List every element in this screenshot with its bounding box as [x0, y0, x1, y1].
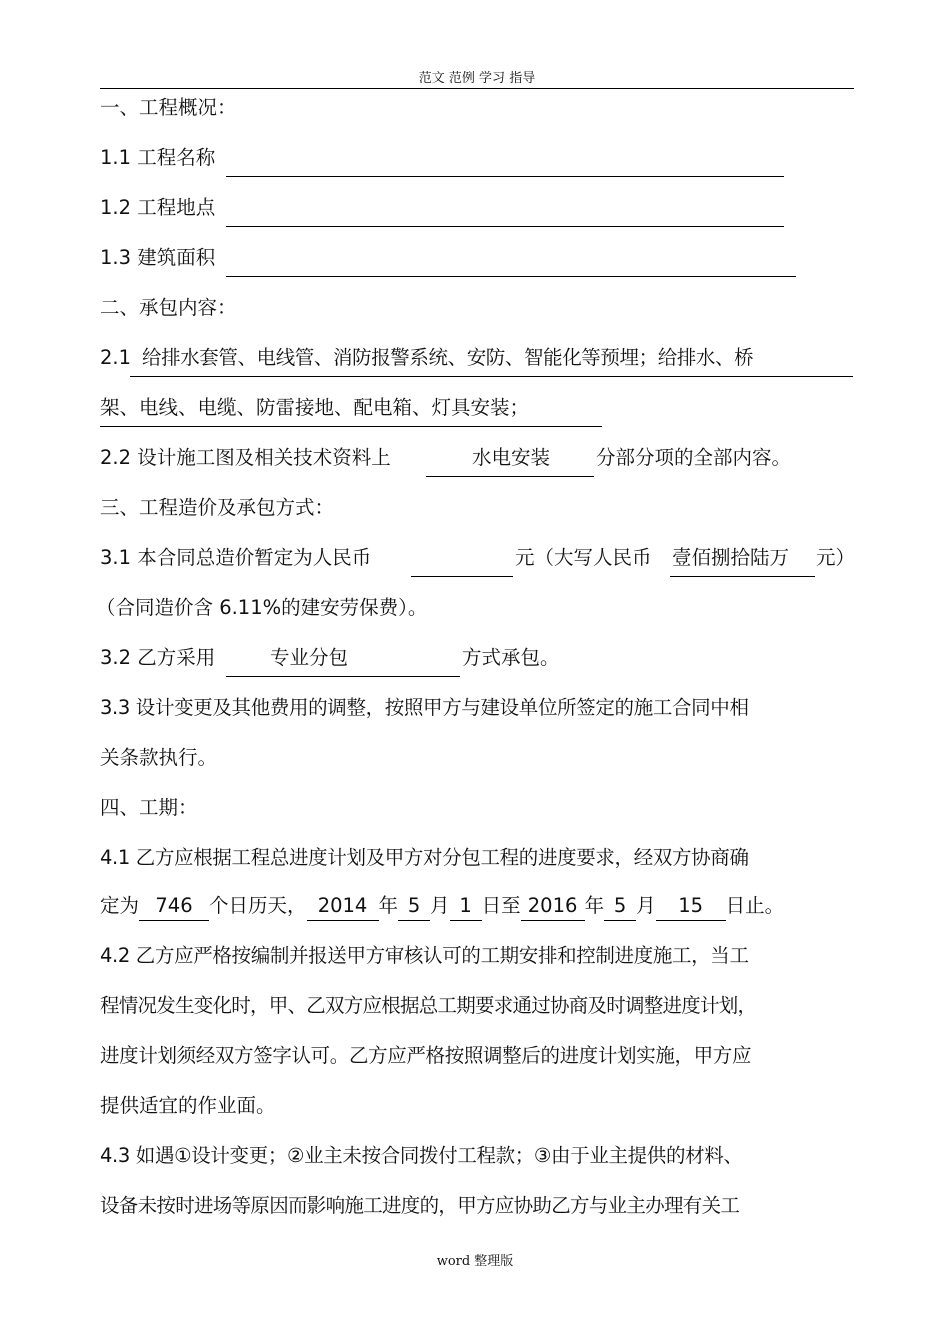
start-year: 2014 [307, 888, 379, 921]
contract-method: 专业分包 [270, 646, 349, 669]
period-text-4: 月 [430, 894, 450, 917]
project-location-blank [226, 226, 784, 227]
clause-3-3-line2: 关条款执行。 [100, 746, 218, 769]
building-area-label: 1.3 建筑面积 [100, 246, 216, 269]
clause-4-2-line3: 进度计划须经双方签字认可。乙方应严格按照调整后的进度计划实施，甲方应 [100, 1044, 752, 1067]
project-location-label: 1.2 工程地点 [100, 196, 216, 219]
clause-3-1-suffix: 元） [816, 546, 856, 569]
clause-4-2-line2: 程情况发生变化时，甲、乙双方应根据总工期要求通过协商及时调整进度计划， [100, 994, 757, 1017]
start-month: 5 [398, 888, 430, 921]
amount-in-words: 壹佰捌拾陆万 [672, 546, 790, 569]
clause-3-2-suffix: 方式承包。 [462, 646, 560, 669]
end-month: 5 [604, 888, 636, 921]
clause-3-1-middle: 元（大写人民币 [515, 546, 652, 569]
clause-2-2-blank [426, 476, 594, 477]
contract-method-blank [226, 676, 460, 677]
start-day: 1 [450, 888, 482, 921]
calendar-days: 746 [139, 888, 209, 921]
section-2-title: 二、承包内容： [100, 296, 237, 319]
clause-4-2-line4: 提供适宜的作业面。 [100, 1094, 276, 1117]
clause-4-3-line1: 4.3 如遇①设计变更；②业主未按合同拨付工程款；③由于业主提供的材料、 [100, 1144, 743, 1167]
clause-2-2-prefix: 2.2 设计施工图及相关技术资料上 [100, 446, 391, 469]
clause-4-1-line2 [100, 888, 784, 924]
project-name-blank [226, 176, 784, 177]
amount-in-words-blank [670, 576, 815, 577]
contract-amount-blank [411, 576, 513, 577]
clause-2-1-text-line2: 架、电线、电缆、防雷接地、配电箱、灯具安装； [100, 396, 530, 419]
project-name-label: 1.1 工程名称 [100, 146, 216, 169]
period-text-7: 月 [636, 894, 656, 917]
page-header: 范文 范例 学习 指导 [100, 70, 854, 89]
period-text-3: 年 [378, 894, 399, 917]
end-year: 2016 [521, 888, 585, 921]
clause-2-2-fill: 水电安装 [472, 446, 551, 469]
building-area-blank [226, 276, 796, 277]
period-text-1: 定为 [100, 894, 140, 917]
clause-4-3-line2: 设备未按时进场等原因而影响施工进度的，甲方应协助乙方与业主办理有关工 [100, 1194, 740, 1217]
clause-2-1-underline-1 [130, 376, 853, 377]
clause-4-1-line1: 4.1 乙方应根据工程总进度计划及甲方对分包工程的进度要求，经双方协商确 [100, 846, 749, 869]
clause-3-1-note: （合同造价含 6.11%的建安劳保费）。 [96, 596, 428, 619]
clause-2-1-number: 2.1 [100, 346, 132, 369]
period-text-5: 日至 [481, 894, 521, 917]
clause-3-3-line1: 3.3 设计变更及其他费用的调整，按照甲方与建设单位所签定的施工合同中相 [100, 696, 749, 719]
clause-2-2-suffix: 分部分项的全部内容。 [596, 446, 792, 469]
clause-2-1-text-line1: 给排水套管、电线管、消防报警系统、安防、智能化等预埋；给排水、桥 [142, 346, 754, 369]
period-text-8: 日止。 [725, 894, 785, 917]
clause-4-2-line1: 4.2 乙方应严格按编制并报送甲方审核认可的工期安排和控制进度施工，当工 [100, 944, 749, 967]
page-footer: word 整理版 [436, 1254, 514, 1269]
section-4-title: 四、工期： [100, 796, 198, 819]
end-day: 15 [656, 888, 726, 921]
period-text-2: 个日历天， [209, 894, 307, 917]
clause-3-2-prefix: 3.2 乙方采用 [100, 646, 216, 669]
period-text-6: 年 [584, 894, 605, 917]
clause-3-1-prefix: 3.1 本合同总造价暂定为人民币 [100, 546, 372, 569]
section-1-title: 一、工程概况： [100, 96, 237, 119]
clause-2-1-underline-2 [100, 426, 602, 427]
section-3-title: 三、工程造价及承包方式： [100, 496, 335, 519]
